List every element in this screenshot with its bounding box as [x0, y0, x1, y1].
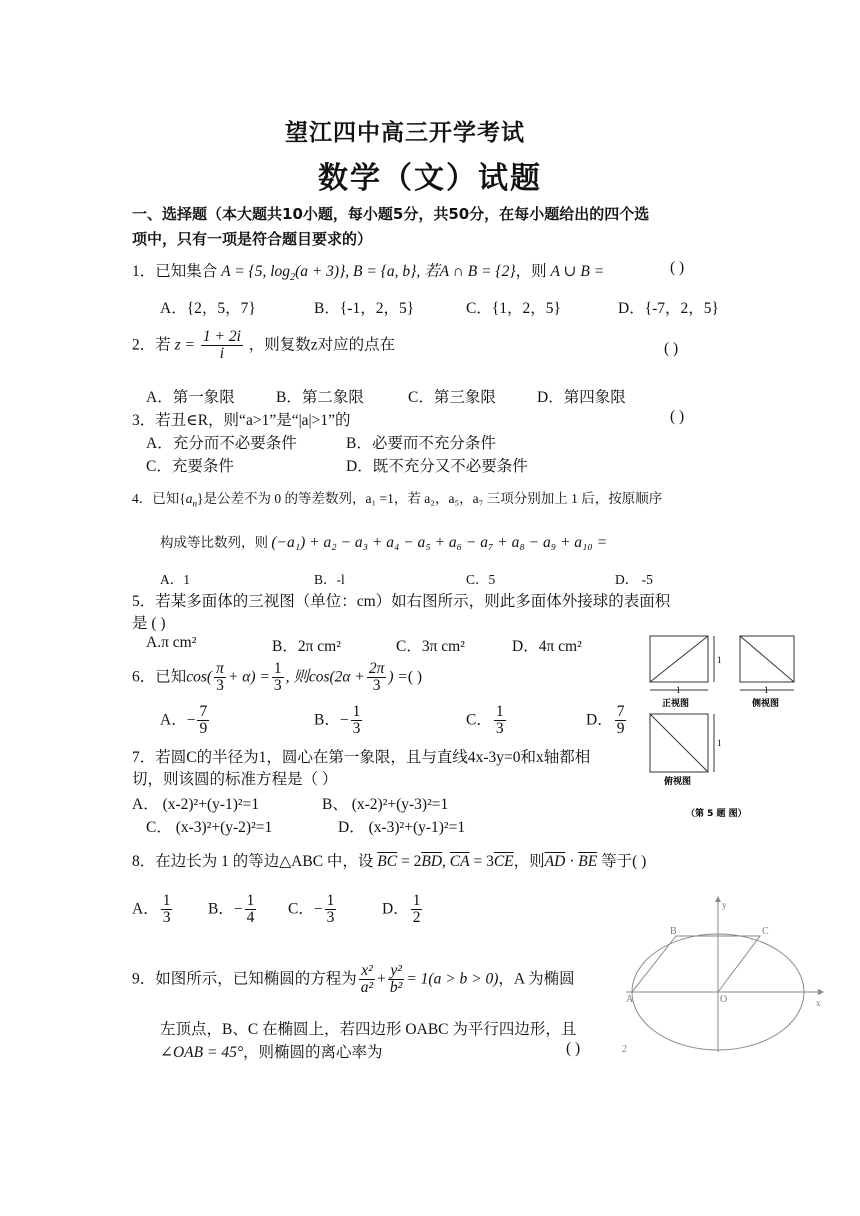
q2-option-b: B．第二象限	[276, 389, 364, 406]
label-a: A	[626, 994, 634, 1005]
question-1: 1．已知集合 A = {5, $\log_2(a + 3)$}, B = {a, b}, 若A ∩ B = {2}，则 A ∪ B =	[132, 263, 605, 284]
label-c: C	[762, 926, 769, 937]
q6-option-d: D． $\frac{7}{9}$	[586, 703, 625, 738]
q3-option-c: C．充要条件	[146, 458, 234, 475]
q3-option-d: D．既不充分又不必要条件	[346, 458, 528, 475]
q7-option-b: B、 (x-2)²+(y-3)²=1	[322, 796, 449, 813]
q1-option-a: A．{2，5，7}	[160, 300, 256, 317]
question-8: 8．在边长为 1 的等边△ABC 中，设 $\overline{BC} = 2\overline{BD}$, $\overline{CA} = 3\overline{CE}$，则$\overline{AD} \cdot \overline{BE}$ 等于( )	[132, 853, 647, 870]
question-3: 3．若丑∈R，则“a>1”是“|a|>1”的	[132, 412, 351, 429]
q1-option-b: B．{-1，2，5}	[314, 300, 415, 317]
q8-option-b: B．− $\frac{1}{4}$	[208, 892, 255, 927]
question-9-line2: 左顶点，B、C 在椭圆上，若四边形 OABC 为平行四边形，且	[160, 1021, 577, 1038]
dim-top-h: 1	[717, 738, 722, 748]
question-5-line2: 是 ( )	[132, 615, 166, 632]
question-2-paren: ( )	[664, 340, 679, 357]
question-1-paren: ( )	[670, 259, 685, 276]
q5-option-b: B．2π cm²	[272, 638, 341, 655]
front-view-diagonal	[650, 636, 708, 682]
q6-option-c: C． $\frac{1}{3}$	[466, 703, 504, 738]
question-3-paren: ( )	[670, 408, 685, 425]
top-view-diagonal	[650, 714, 708, 772]
q8-option-d: D． $\frac{1}{2}$	[382, 892, 421, 927]
q5-option-a: A.π cm²	[146, 634, 197, 651]
q1-option-c: C．{1，2，5}	[466, 300, 561, 317]
q5-option-c: C．3π cm²	[396, 638, 465, 655]
q4-option-c: C．5	[466, 572, 496, 587]
q2-option-a: A．第一象限	[146, 389, 235, 406]
question-9-line3: ∠OAB = 45°，则椭圆的离心率为	[160, 1044, 383, 1061]
margin-mark: 2	[622, 1044, 627, 1055]
q1-option-d: D．{-7，2，5}	[618, 300, 719, 317]
section-heading: 一、选择题（本大题共10小题，每小题5分，共50分，在每小题给出的四个选	[132, 205, 650, 223]
front-view-label: 正视图	[662, 699, 690, 709]
label-o: O	[720, 994, 728, 1005]
question-9: 9．如图所示，已知椭圆的方程为 $\frac{\text{x²}}{\text{a²}}$ + $\frac{\text{y²}}{\text{b²}}$ = 1(a > b > 0)，A 为椭圆	[132, 962, 575, 997]
section-heading-cont: 项中，只有一项是符合题目要求的）	[132, 230, 373, 248]
question-4-line2: 构成等比数列，则 (−a₁) + a₂ − a₃ + a₄ − a₅ + a₆ − a₇ + a₈ − a₉ + a₁₀ =	[160, 534, 608, 551]
label-y: y	[722, 900, 727, 910]
q7-option-d: D． (x-3)²+(y-1)²=1	[338, 819, 466, 836]
q3-option-a: A．充分而不必要条件	[146, 435, 297, 452]
label-x: x	[816, 998, 821, 1008]
question-5: 5．若某多面体的三视图（单位：cm）如右图所示，则此多面体外接球的表面积	[132, 593, 671, 610]
q6-option-b: B．− $\frac{1}{3}$	[314, 703, 361, 738]
exam-subject-title: 数学（文）试题	[318, 161, 542, 196]
q3-option-b: B．必要而不充分条件	[346, 435, 496, 452]
top-view-label: 俯视图	[664, 777, 692, 787]
figure-9-ellipse	[626, 896, 826, 1056]
q5-option-d: D．4π cm²	[512, 638, 582, 655]
q2-option-c: C．第三象限	[408, 389, 496, 406]
q4-option-d: D． -5	[615, 572, 653, 587]
figure-5-caption: （第 5 题 图）	[686, 809, 747, 819]
q8-option-a: A． $\frac{1}{3}$	[132, 892, 171, 927]
dim-front-w: 1	[676, 685, 681, 695]
figure-5-three-views	[642, 628, 802, 823]
parallelogram-oabc	[632, 936, 760, 992]
q7-option-c: C． (x-3)²+(y-2)²=1	[146, 819, 273, 836]
q4-option-b: B．-l	[314, 572, 345, 587]
q7-option-a: A． (x-2)²+(y-1)²=1	[132, 796, 260, 813]
side-view-label: 侧视图	[752, 699, 780, 709]
dim-front-h: 1	[717, 655, 722, 665]
q8-option-c: C．− $\frac{1}{3}$	[288, 892, 335, 927]
label-b: B	[670, 926, 677, 937]
side-view-diagonal	[740, 636, 794, 682]
exam-school-title: 望江四中高三开学考试	[285, 120, 525, 146]
q2-option-d: D．第四象限	[537, 389, 626, 406]
question-7-line2: 切，则该圆的标准方程是（ ）	[132, 771, 338, 788]
question-2: 2．若 z = $\frac{1 + 2i}{i}$ ，则复数z对应的点在	[132, 328, 396, 363]
dim-side-w: 1	[764, 685, 769, 695]
question-7: 7．若圆C的半径为1，圆心在第一象限，且与直线4x-3y=0和x轴都相	[132, 749, 591, 766]
q4-option-a: A．1	[160, 572, 190, 587]
q6-option-a: A．− $\frac{7}{9}$	[160, 703, 208, 738]
question-6: 6．已知cos( $\frac{\pi}{3}$ + α) = $\frac{1}{3}$ , 则cos(2α + $\frac{2\pi}{3}$ ) =( )	[132, 660, 423, 695]
question-4: 4．已知$\{a_n\}$是公差不为 0 的等差数列，a₁ =1，若 a₂，a₅，a₇ 三项分别加上 1 后，按原顺序	[132, 491, 663, 509]
question-9-paren: ( )	[566, 1040, 581, 1057]
